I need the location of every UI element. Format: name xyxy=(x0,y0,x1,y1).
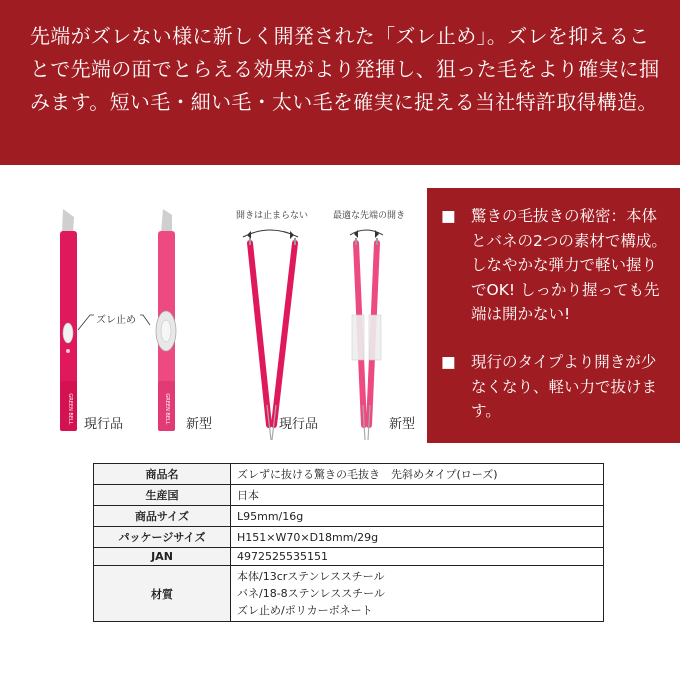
spec-label: 商品名 xyxy=(94,464,231,485)
label-current-1: 現行品 xyxy=(84,417,124,432)
spec-value: H151×W70×D18mm/29g xyxy=(231,527,604,548)
tweezer-current-front xyxy=(60,209,77,431)
label-new-1: 新型 xyxy=(186,417,213,432)
feature-text: 驚きの毛抜きの秘密：本体とバネの2つの素材で構成。しなやかな弾力で軽い握りでOK! しっかり握っても先端は開かない! xyxy=(471,207,667,323)
feature-panel xyxy=(427,188,680,443)
spec-label: 生産国 xyxy=(94,485,231,506)
note-open: 開きは止まらない xyxy=(236,211,309,221)
spec-value: ズレずに抜ける驚きの毛抜き 先斜めタイプ(ローズ) xyxy=(231,464,604,485)
feature-text: 現行のタイプより開きが少なくなり、軽い力で抜けます。 xyxy=(471,353,658,420)
feature-item xyxy=(441,204,671,327)
tweezer-current-side xyxy=(243,230,298,440)
table-row xyxy=(94,548,604,566)
square-bullet-icon: ■ xyxy=(441,353,456,371)
spec-label: 材質 xyxy=(94,566,231,622)
callout-label: ズレ止め xyxy=(96,315,136,326)
feature-item xyxy=(441,350,671,424)
banner-text: 先端がズレない様に新しく開発された「ズレ止め」。ズレを抑えることで先端の面でとらえる効果がより発揮し、狙った毛をより確実に掴みます。短い毛・細い毛・太い毛を確実に捉える当社特許取得構造。 xyxy=(30,24,660,114)
spec-label: 商品サイズ xyxy=(94,506,231,527)
table-row xyxy=(94,485,604,506)
material-line: ズレ止め/ポリカーボネート xyxy=(237,604,373,617)
spec-value: L95mm/16g xyxy=(231,506,604,527)
spec-label: JAN xyxy=(94,548,231,566)
spec-label: パッケージサイズ xyxy=(94,527,231,548)
spec-table xyxy=(93,463,604,622)
table-row xyxy=(94,527,604,548)
svg-text:GREEN BELL: GREEN BELL xyxy=(67,393,73,425)
spec-value xyxy=(231,566,604,622)
spec-value: 4972525535151 xyxy=(231,548,604,566)
square-bullet-icon: ■ xyxy=(441,207,456,225)
table-row xyxy=(94,506,604,527)
svg-text:GREEN BELL: GREEN BELL xyxy=(164,393,170,425)
table-row xyxy=(94,464,604,485)
spec-value: 日本 xyxy=(231,485,604,506)
table-row xyxy=(94,566,604,622)
top-banner xyxy=(0,0,680,165)
note-optimal: 最適な先端の開き xyxy=(333,211,406,221)
tweezer-new-side xyxy=(350,230,383,440)
label-current-2: 現行品 xyxy=(279,417,319,432)
product-figure xyxy=(0,165,425,455)
material-line: バネ/18-8ステンレススチール xyxy=(237,587,385,600)
label-new-2: 新型 xyxy=(389,417,416,432)
tweezer-new-front xyxy=(156,209,176,431)
material-line: 本体/13crステンレススチール xyxy=(237,570,385,583)
